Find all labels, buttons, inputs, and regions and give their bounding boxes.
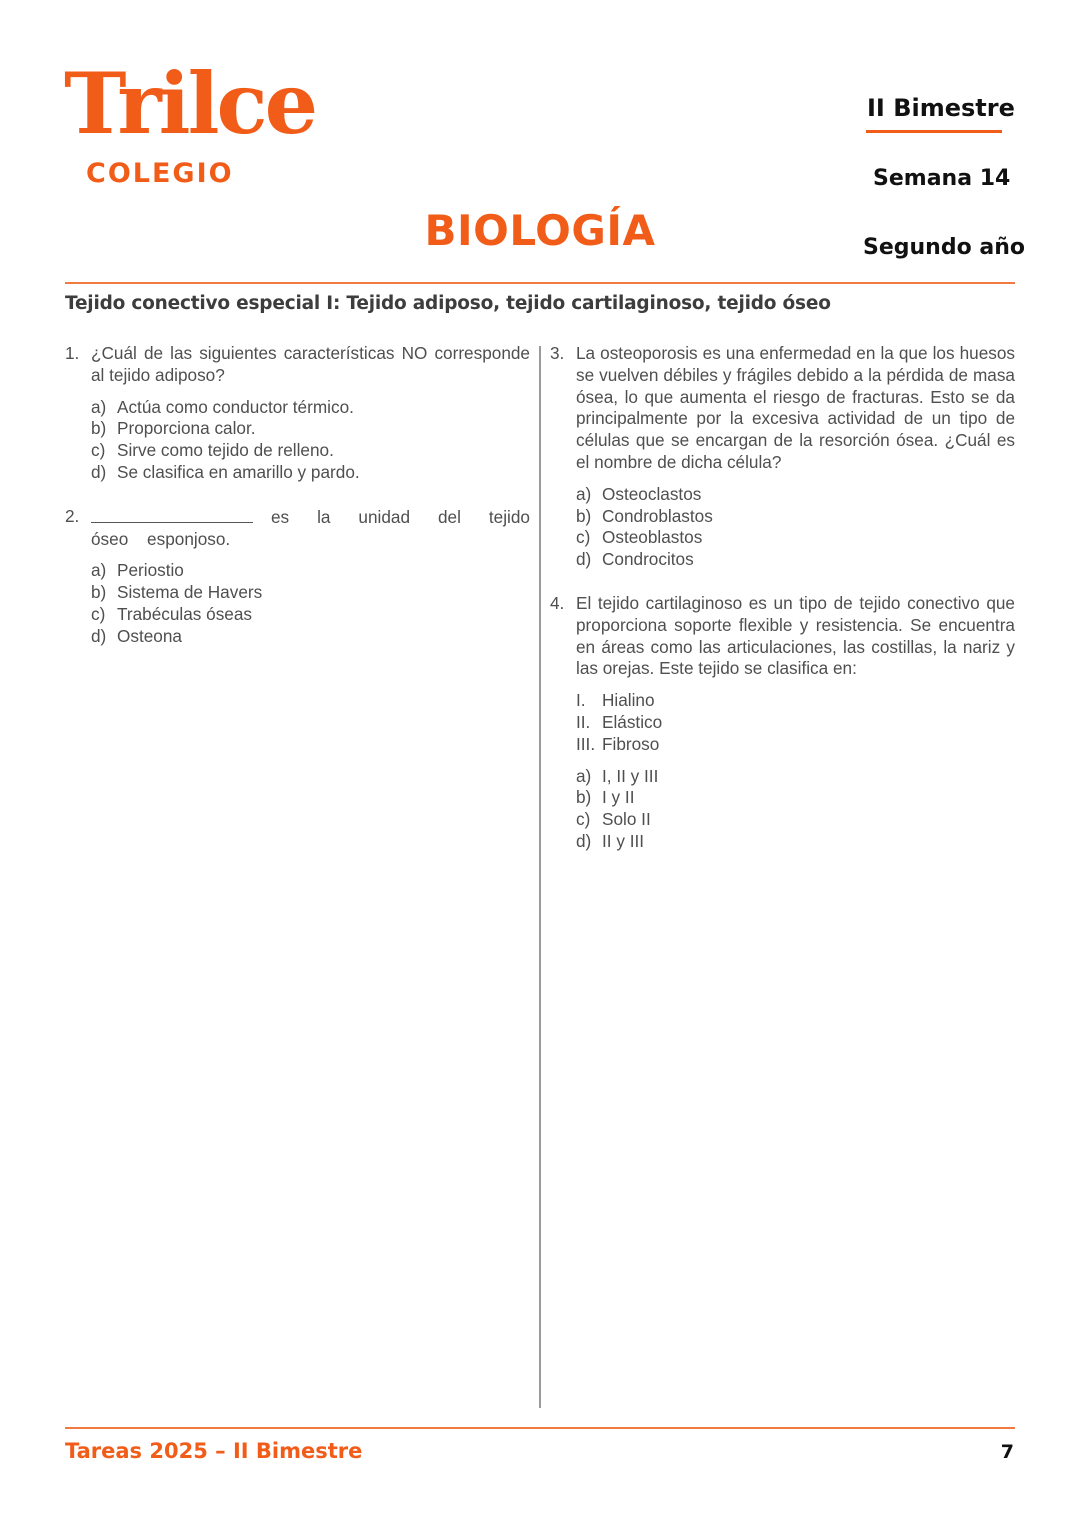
option-text: Osteoblastos: [602, 527, 703, 548]
statement-text: Hialino: [602, 690, 655, 711]
question-text: [91, 506, 530, 551]
options-list: [91, 560, 530, 647]
option-a: [576, 484, 1015, 506]
option-d: [576, 549, 1015, 571]
bimester-label: II Bimestre: [867, 94, 1015, 122]
question-number: 4.: [550, 592, 565, 613]
options-list: [91, 397, 530, 484]
option-text: Condrocitos: [602, 549, 694, 570]
option-b: [576, 787, 1015, 809]
question-1: [65, 343, 530, 484]
logo-subtitle: COLEGIO: [86, 158, 234, 189]
question-4: [550, 593, 1015, 853]
header-divider: [65, 282, 1015, 284]
statement-numeral: I.: [576, 690, 586, 711]
option-letter: b): [576, 787, 592, 808]
option-c: [91, 440, 530, 462]
option-text: II y III: [602, 830, 645, 851]
statement-text: Elástico: [602, 711, 663, 732]
year-label: Segundo año: [863, 235, 1025, 260]
answer-blank[interactable]: [91, 506, 253, 523]
option-text: Trabéculas óseas: [117, 603, 253, 624]
option-d: [576, 831, 1015, 853]
option-text: Periostio: [117, 560, 184, 581]
topic-heading: Tejido conectivo especial I: Tejido adiposo, tejido cartilaginoso, tejido óseo: [65, 293, 831, 314]
statement-ii: [576, 712, 1015, 734]
option-letter: a): [91, 396, 107, 417]
options-list: [576, 766, 1015, 853]
logo: [64, 54, 316, 189]
question-text: La osteoporosis es una enfermedad en la que los huesos se vuelven débiles y frágiles debido a la pérdida de masa ósea, lo que aumenta el riesgo de fracturas. Esto se da principalmente por la excesiva actividad de un tipo de células que se encargan de la resorción ósea. ¿Cuál es el nombre de dicha célula?: [576, 343, 1015, 472]
option-a: [91, 560, 530, 582]
option-c: [576, 527, 1015, 549]
option-letter: d): [91, 625, 107, 646]
right-column: [550, 343, 1015, 875]
statement-i: [576, 690, 1015, 712]
option-a: [576, 766, 1015, 788]
option-letter: c): [91, 603, 106, 624]
option-c: [576, 809, 1015, 831]
option-text: Actúa como conductor térmico.: [117, 396, 354, 417]
statements-list: [576, 690, 1015, 755]
option-letter: b): [576, 505, 592, 526]
option-text: Osteona: [117, 625, 182, 646]
footer-title: Tareas 2025 – II Bimestre: [65, 1439, 363, 1463]
question-text: El tejido cartilaginoso es un tipo de tejido conectivo que proporciona soporte flexible y resistencia. Se encuentra en áreas como las articulaciones, las costillas, la nariz y las orejas. Este tejido se clasifica en:: [576, 592, 1015, 679]
question-3: [550, 343, 1015, 571]
subject-title: BIOLOGÍA: [424, 206, 656, 255]
question-number: 2.: [65, 505, 80, 526]
option-letter: a): [91, 560, 107, 581]
option-text: Se clasifica en amarillo y pardo.: [117, 461, 360, 482]
option-text: Sirve como tejido de relleno.: [117, 440, 334, 461]
option-letter: c): [91, 440, 106, 461]
question-2: [65, 506, 530, 648]
option-d: [91, 462, 530, 484]
question-number: 3.: [550, 343, 565, 363]
option-text: I y II: [602, 787, 635, 808]
options-list: [576, 484, 1015, 571]
column-divider: [539, 346, 541, 1408]
option-letter: b): [91, 418, 107, 439]
option-text: I, II y III: [602, 765, 659, 786]
option-b: [576, 506, 1015, 528]
option-letter: a): [576, 765, 592, 786]
question-number: 1.: [65, 343, 80, 363]
option-b: [91, 582, 530, 604]
statement-numeral: III.: [576, 733, 596, 754]
option-text: Proporciona calor.: [117, 418, 256, 439]
option-letter: d): [91, 461, 107, 482]
footer-divider: [65, 1427, 1015, 1429]
option-letter: c): [576, 527, 591, 548]
option-a: [91, 397, 530, 419]
option-b: [91, 418, 530, 440]
option-text: Solo II: [602, 809, 651, 830]
option-text: Condroblastos: [602, 505, 713, 526]
statement-numeral: II.: [576, 711, 591, 732]
question-text: ¿Cuál de las siguientes características NO corresponde al tejido adiposo?: [91, 343, 530, 385]
option-letter: a): [576, 483, 592, 504]
option-d: [91, 626, 530, 648]
option-letter: d): [576, 549, 592, 570]
option-letter: c): [576, 809, 591, 830]
logo-wordmark: Trilce: [64, 54, 316, 153]
option-letter: b): [91, 582, 107, 603]
option-text: Sistema de Havers: [117, 582, 263, 603]
statement-text: Fibroso: [602, 733, 660, 754]
bimester-underline: [866, 130, 1002, 133]
option-text: Osteoclastos: [602, 483, 702, 504]
week-label: Semana 14: [873, 166, 1011, 191]
option-c: [91, 604, 530, 626]
left-column: [65, 343, 530, 670]
statement-iii: [576, 734, 1015, 756]
question-text-after-blank: es la unidad del tejido óseo esponjoso.: [91, 506, 530, 549]
page-number: 7: [1000, 1441, 1014, 1463]
option-letter: d): [576, 830, 592, 851]
